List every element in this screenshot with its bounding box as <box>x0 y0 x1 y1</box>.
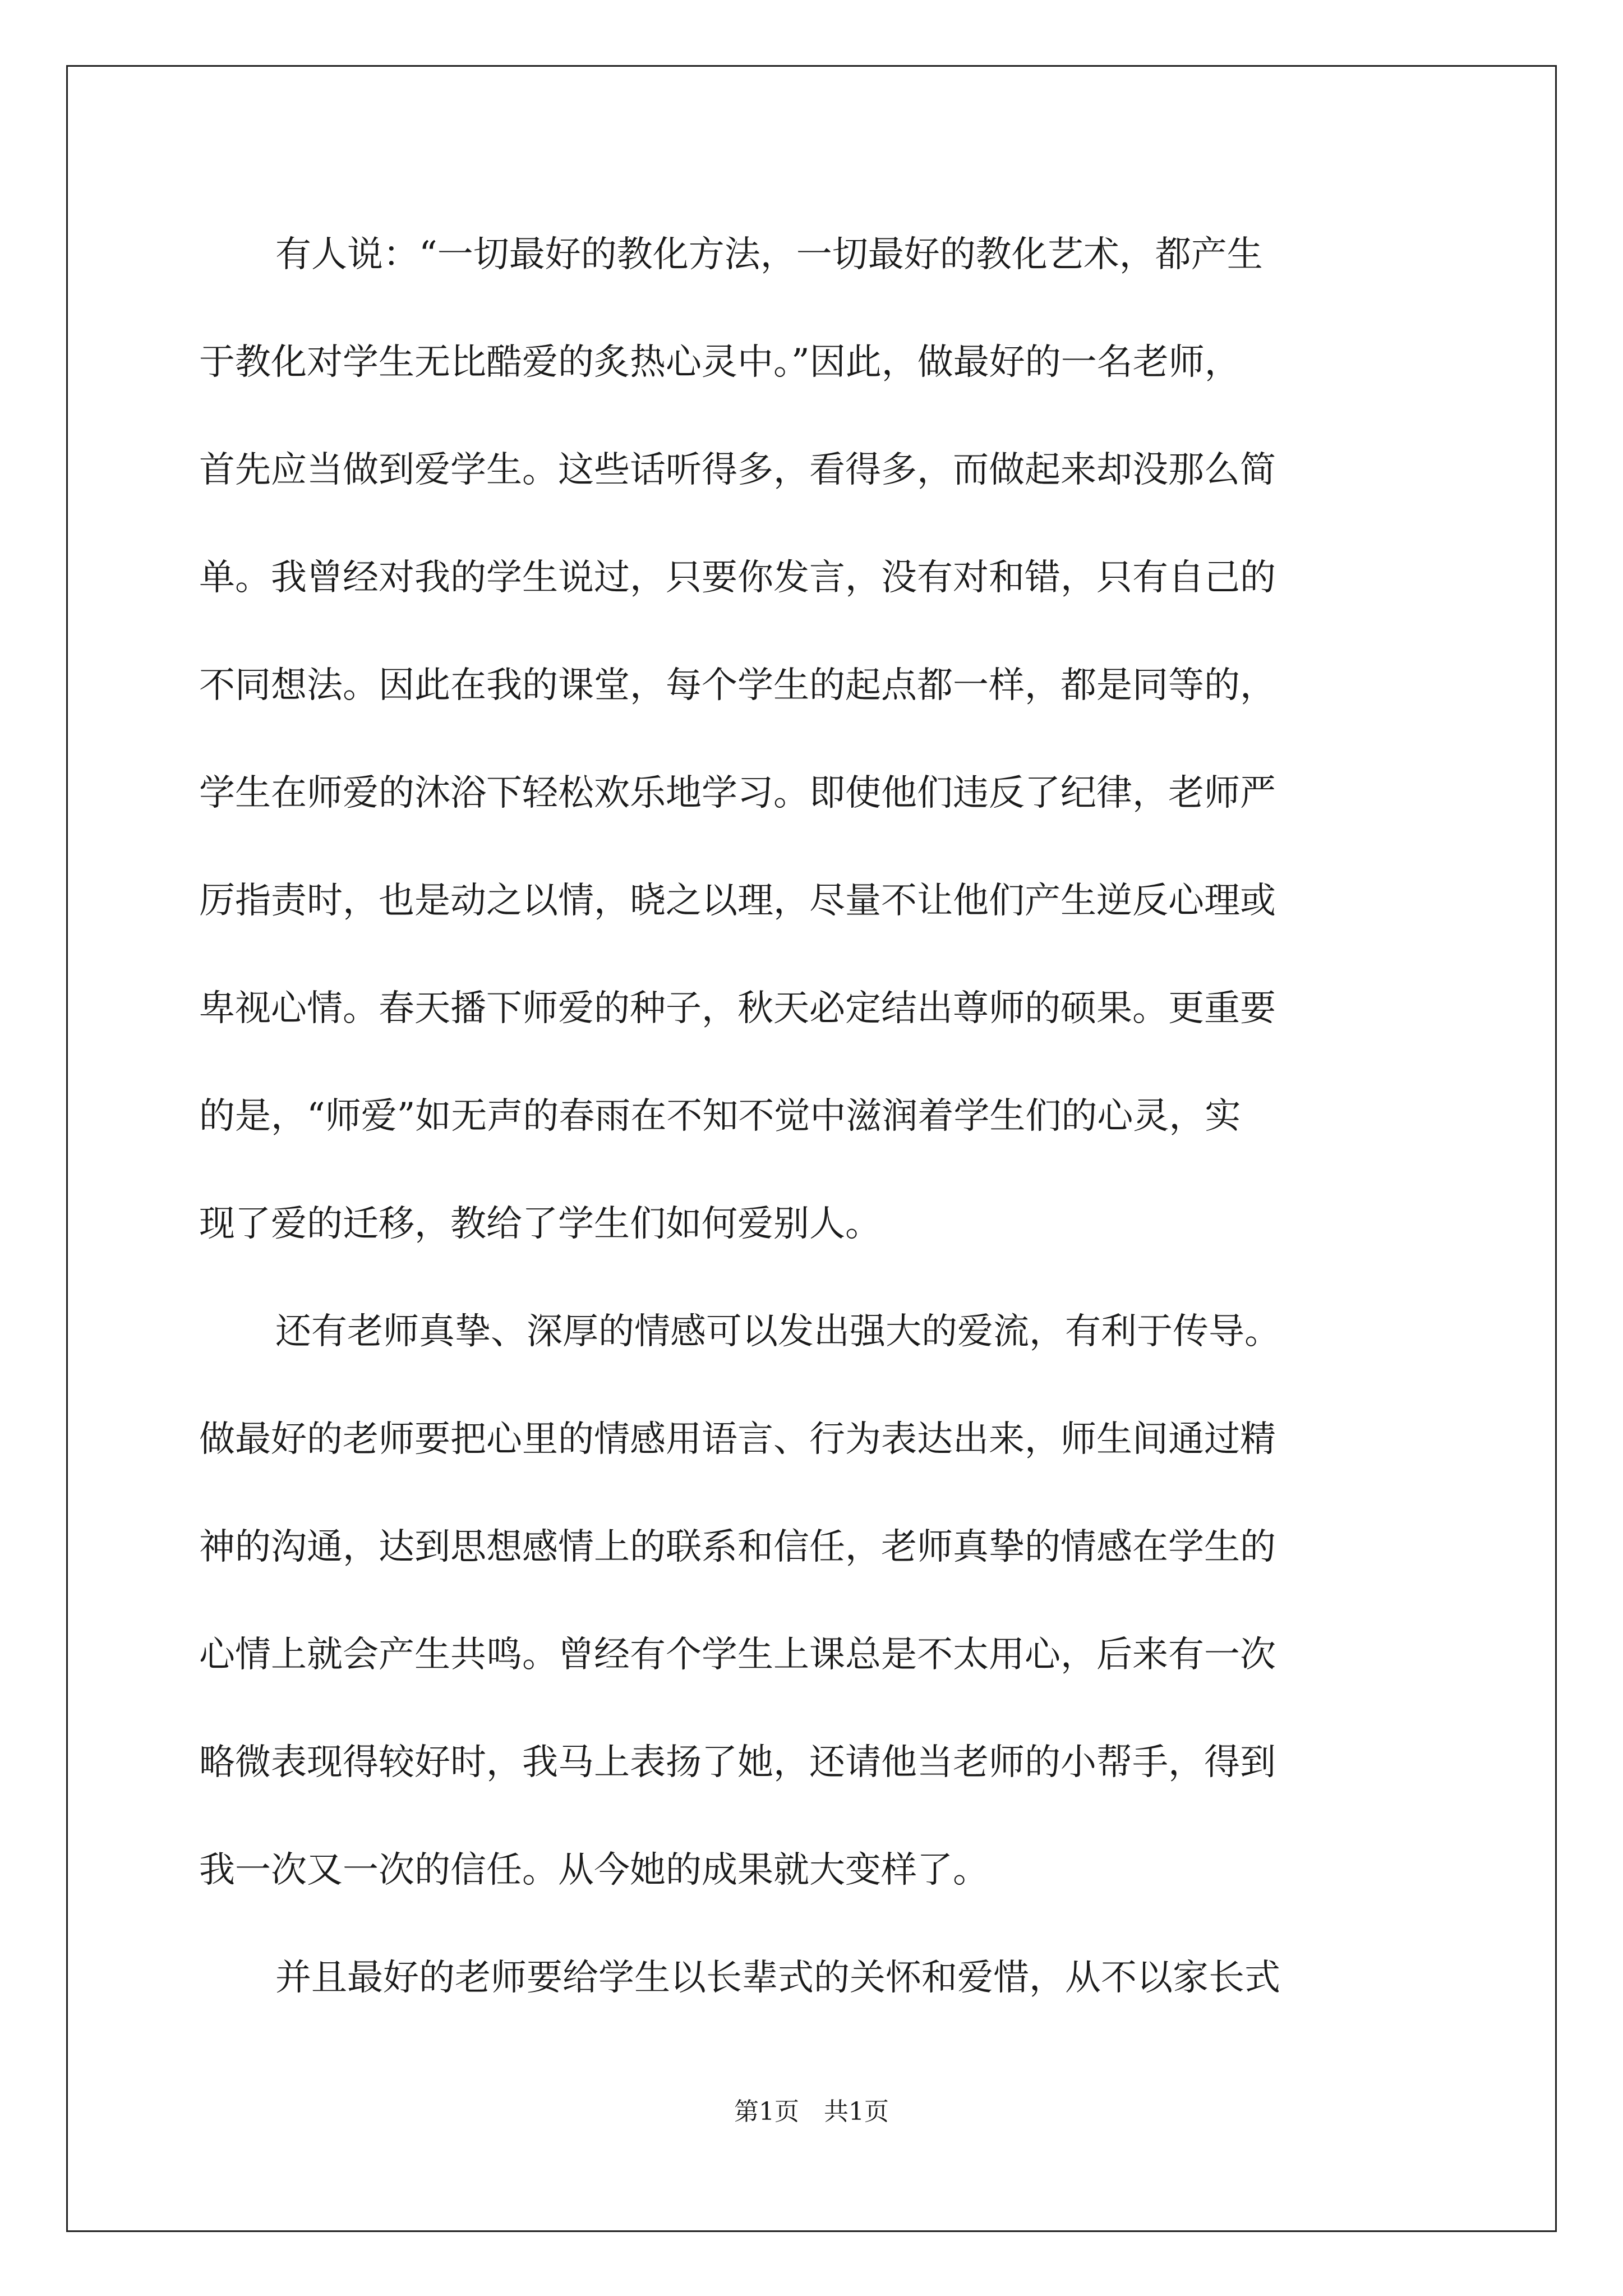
page-footer: 第1页 共1页 <box>734 2097 889 2126</box>
paragraph-1-line-9: 的是，“师爱”如无声的春雨在不知不觉中滋润着学生们的心灵，实 <box>199 1096 1241 1137</box>
paragraph-1-line-10: 现了爱的迁移，教给了学生们如何爱别人。 <box>199 1203 881 1245</box>
paragraph-2-line-3: 神的沟通，达到思想感情上的联系和信任，老师真挚的情感在学生的 <box>199 1526 1276 1568</box>
paragraph-1-line-2: 于教化对学生无比酷爱的炙热心灵中。”因此，做最好的一名老师， <box>199 342 1241 383</box>
paragraph-2-line-1: 还有老师真挚、深厚的情感可以发出强大的爱流，有利于传导。 <box>275 1311 1280 1352</box>
paragraph-1-line-7: 厉指责时，也是动之以情，晓之以理，尽量不让他们产生逆反心理或 <box>199 880 1276 922</box>
paragraph-2-line-5: 略微表现得较好时，我马上表扬了她，还请他当老师的小帮手，得到 <box>199 1742 1276 1783</box>
paragraph-2-line-2: 做最好的老师要把心里的情感用语言、行为表达出来，师生间通过精 <box>199 1419 1276 1460</box>
paragraph-1-line-4: 单。我曾经对我的学生说过，只要你发言，没有对和错，只有自己的 <box>199 557 1276 599</box>
paragraph-1-line-8: 卑视心情。春天播下师爱的种子，秋天必定结出尊师的硕果。更重要 <box>199 988 1276 1029</box>
paragraph-2-line-6: 我一次又一次的信任。从今她的成果就大变样了。 <box>199 1849 989 1891</box>
paragraph-1-line-6: 学生在师爱的沐浴下轻松欢乐地学习。即使他们违反了纪律，老师严 <box>199 772 1276 814</box>
paragraph-2-line-4: 心情上就会产生共鸣。曾经有个学生上课总是不太用心，后来有一次 <box>199 1634 1276 1676</box>
paragraph-1-line-1: 有人说：“一切最好的教化方法，一切最好的教化艺术，都产生 <box>275 234 1263 275</box>
page-border <box>66 65 1557 2232</box>
paragraph-3-line-1: 并且最好的老师要给学生以长辈式的关怀和爱惜，从不以家长式 <box>275 1957 1280 1999</box>
paragraph-1-line-3: 首先应当做到爱学生。这些话听得多，看得多，而做起来却没那么简 <box>199 449 1276 491</box>
paragraph-1-line-5: 不同想法。因此在我的课堂，每个学生的起点都一样，都是同等的， <box>199 665 1276 706</box>
